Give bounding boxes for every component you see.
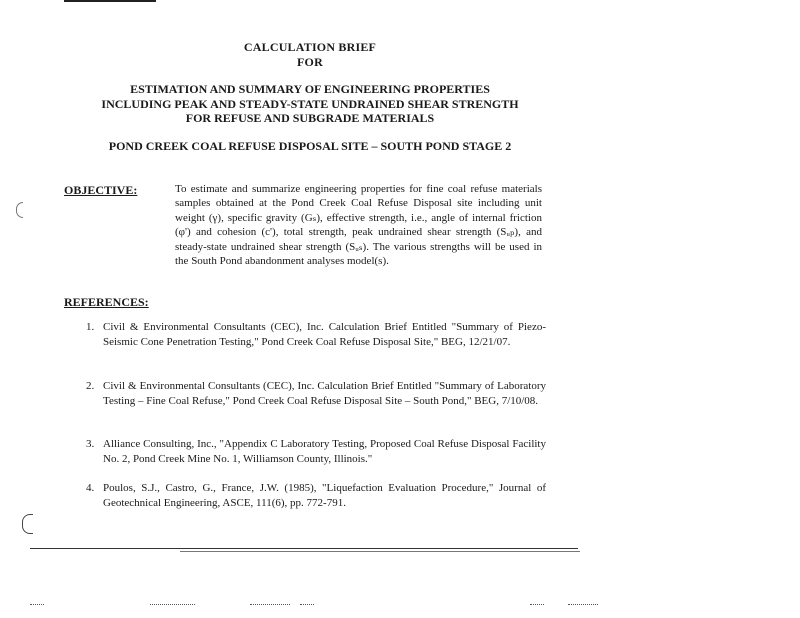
document-header bbox=[60, 40, 560, 70]
for-label: FOR bbox=[297, 55, 323, 69]
scan-top-line bbox=[64, 0, 156, 2]
scan-artifact bbox=[250, 604, 290, 606]
objective-heading: OBJECTIVE: bbox=[64, 183, 138, 197]
reference-number: 1. bbox=[86, 321, 95, 333]
references-heading: REFERENCES: bbox=[64, 295, 149, 309]
reference-text: Civil & Environmental Consultants (CEC), Inc. Calculation Brief Entitled "Summary of Laboratory Testing – Fine Coal Refuse," Pond Creek Coal Refuse Disposal Site – South Pond," BEG, 7/10/08. bbox=[103, 380, 546, 407]
reference-item bbox=[86, 379, 546, 408]
binder-hole-mark bbox=[22, 514, 33, 534]
binder-hole-mark bbox=[16, 202, 23, 218]
site-title: POND CREEK COAL REFUSE DISPOSAL SITE – SOUTH POND STAGE 2 bbox=[108, 139, 512, 153]
calculation-brief-title: CALCULATION BRIEF bbox=[243, 40, 377, 54]
reference-number: 3. bbox=[86, 438, 95, 450]
objective-text: To estimate and summarize engineering properties for fine coal refuse materials samples obtained at the Pond Creek Coal Refuse Disposal site including unit weight (γ), specific gravity (Gₛ), effective strength, i.e., angle of internal friction (φ') and cohesion (c'), total strength, peak undrained shear strength (Sᵤₚ), and steady-state undrained shear strength (Sᵤₛ). The various strengths will be used in the South Pond abandonment analyses model(s). bbox=[175, 183, 542, 268]
scan-artifact bbox=[568, 604, 598, 606]
main-title-line-1: ESTIMATION AND SUMMARY OF ENGINEERING PROPERTIES bbox=[130, 82, 490, 96]
reference-number: 2. bbox=[86, 380, 95, 392]
scan-artifact bbox=[300, 604, 314, 606]
reference-item bbox=[86, 320, 546, 349]
scan-artifact bbox=[150, 604, 195, 606]
reference-item bbox=[86, 437, 546, 466]
scan-artifact bbox=[530, 604, 544, 606]
bottom-rule-secondary bbox=[180, 551, 580, 552]
reference-number: 4. bbox=[86, 482, 95, 494]
reference-item bbox=[86, 481, 546, 510]
main-title-line-3: FOR REFUSE AND SUBGRADE MATERIALS bbox=[185, 111, 435, 125]
reference-text: Poulos, S.J., Castro, G., France, J.W. (1985), "Liquefaction Evaluation Procedure," Journal of Geotechnical Engineering, ASCE, 111(6), pp. 772-791. bbox=[103, 482, 546, 509]
bottom-rule bbox=[30, 548, 578, 549]
scan-artifact bbox=[30, 604, 44, 606]
main-title bbox=[60, 82, 560, 126]
reference-text: Alliance Consulting, Inc., "Appendix C Laboratory Testing, Proposed Coal Refuse Disposal Facility No. 2, Pond Creek Mine No. 1, Williamson County, Illinois." bbox=[103, 438, 546, 465]
main-title-line-2: INCLUDING PEAK AND STEADY-STATE UNDRAINED SHEAR STRENGTH bbox=[101, 96, 519, 111]
reference-text: Civil & Environmental Consultants (CEC), Inc. Calculation Brief Entitled "Summary of Piezo-Seismic Cone Penetration Testing," Pond Creek Coal Refuse Disposal Site," BEG, 12/21/07. bbox=[103, 321, 546, 348]
